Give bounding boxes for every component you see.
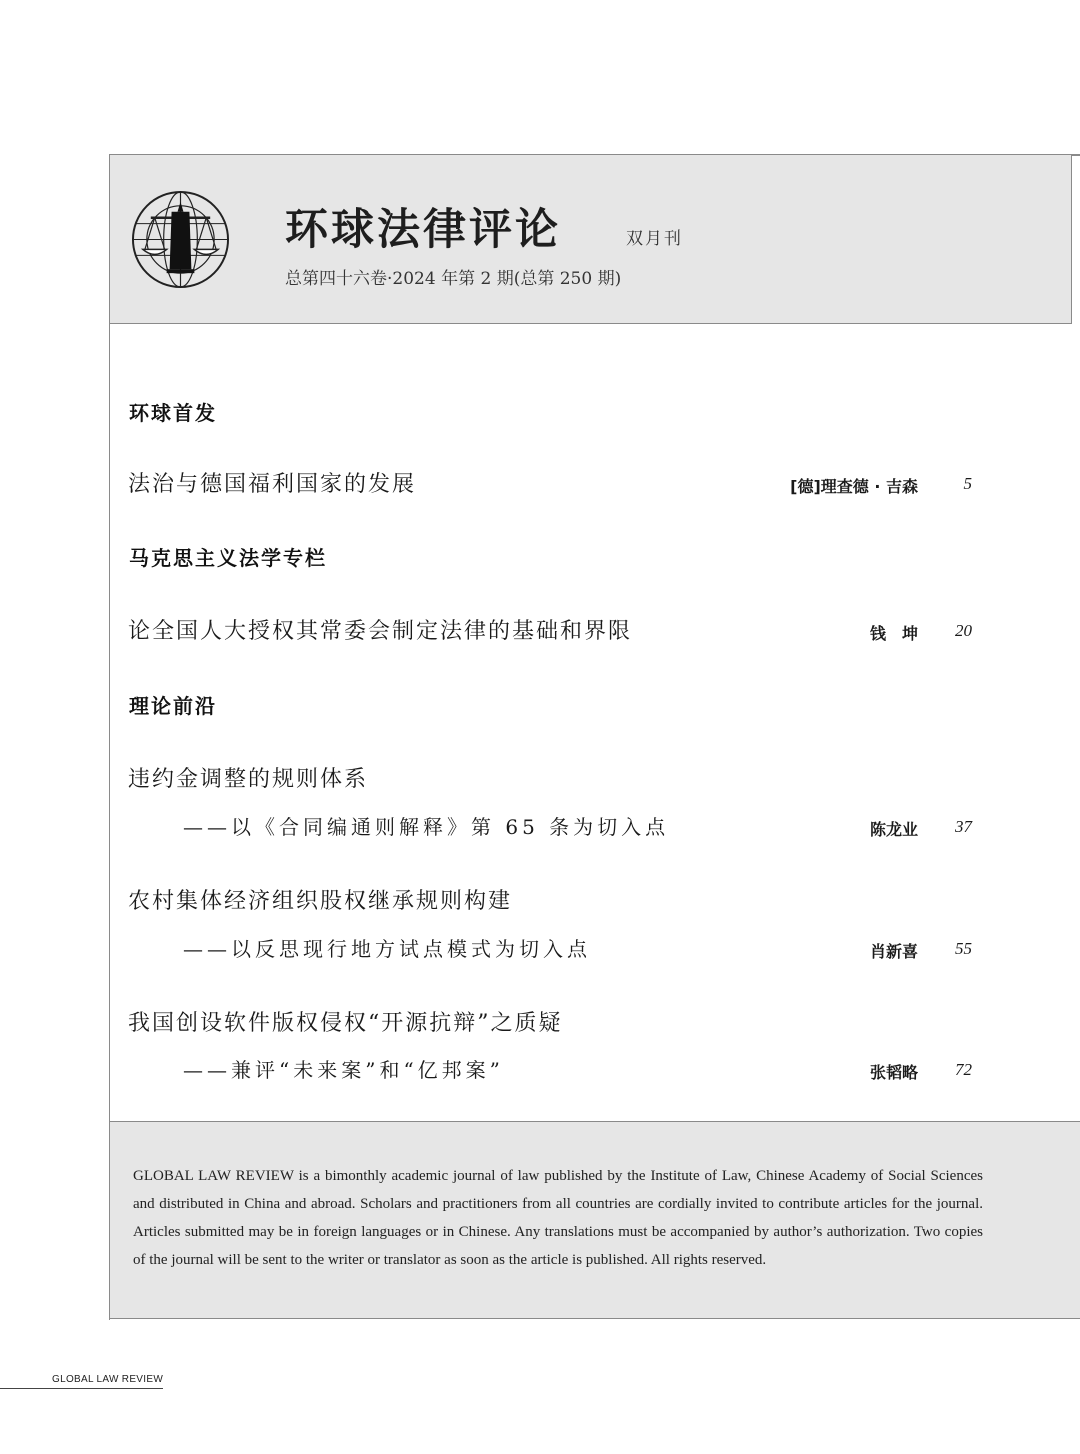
article-page[interactable]: 20 xyxy=(955,621,972,640)
masthead xyxy=(110,155,1072,324)
article-title[interactable]: 论全国人大授权其常委会制定法律的基础和界限 xyxy=(128,619,633,644)
journal-logo-icon xyxy=(131,190,230,289)
footer-rule xyxy=(0,1388,163,1389)
article-page[interactable]: 55 xyxy=(955,939,972,958)
journal-notice-box xyxy=(110,1121,1080,1319)
issue-line: 总第四十六卷·2024 年第 2 期(总第 250 期) xyxy=(285,269,622,289)
article-title[interactable]: 违约金调整的规则体系 xyxy=(128,767,369,792)
article-subtitle: ——兼评“未来案”和“亿邦案” xyxy=(183,1058,504,1082)
journal-title: 环球法律评论 xyxy=(285,205,561,255)
article-author: 肖新喜 xyxy=(869,942,918,961)
article-title[interactable]: 法治与德国福利国家的发展 xyxy=(128,472,417,497)
section-heading: 环球首发 xyxy=(129,401,217,425)
article-subtitle: ——以《合同编通则解释》第 65 条为切入点 xyxy=(183,815,670,839)
article-title[interactable]: 我国创设软件版权侵权“开源抗辩”之质疑 xyxy=(128,1011,563,1036)
publication-frequency: 双月刊 xyxy=(626,229,683,249)
section-heading: 理论前沿 xyxy=(129,694,217,718)
section-heading: 马克思主义法学专栏 xyxy=(129,546,327,570)
article-page[interactable]: 37 xyxy=(955,817,972,836)
article-subtitle: ——以反思现行地方试点模式为切入点 xyxy=(183,937,591,961)
article-author: [德]理查德 · 吉森 xyxy=(790,477,918,496)
footer-running-head: GLOBAL LAW REVIEW xyxy=(52,1374,164,1385)
journal-notice-text: GLOBAL LAW REVIEW is a bimonthly academic journal of law published by the Institute of Law, Chinese Academy of Social Sciences and distributed in China and abroad. Scholars and practitioners from all countries are cordially invited to contribute articles for the journal. Articles submitted may be in foreign languages or in Chinese. Any translations must be accompanied by author’s authorization. Two copies of the journal will be sent to the writer or translator as soon as the article is published. All rights reserved. xyxy=(133,1168,983,1268)
article-author: 张韬略 xyxy=(869,1063,918,1082)
article-page[interactable]: 72 xyxy=(955,1060,972,1079)
article-page[interactable]: 5 xyxy=(963,474,972,493)
article-author: 钱 坤 xyxy=(869,624,918,643)
article-author: 陈龙业 xyxy=(869,820,918,839)
frame-tick xyxy=(1072,155,1080,156)
article-title[interactable]: 农村集体经济组织股权继承规则构建 xyxy=(128,889,513,914)
